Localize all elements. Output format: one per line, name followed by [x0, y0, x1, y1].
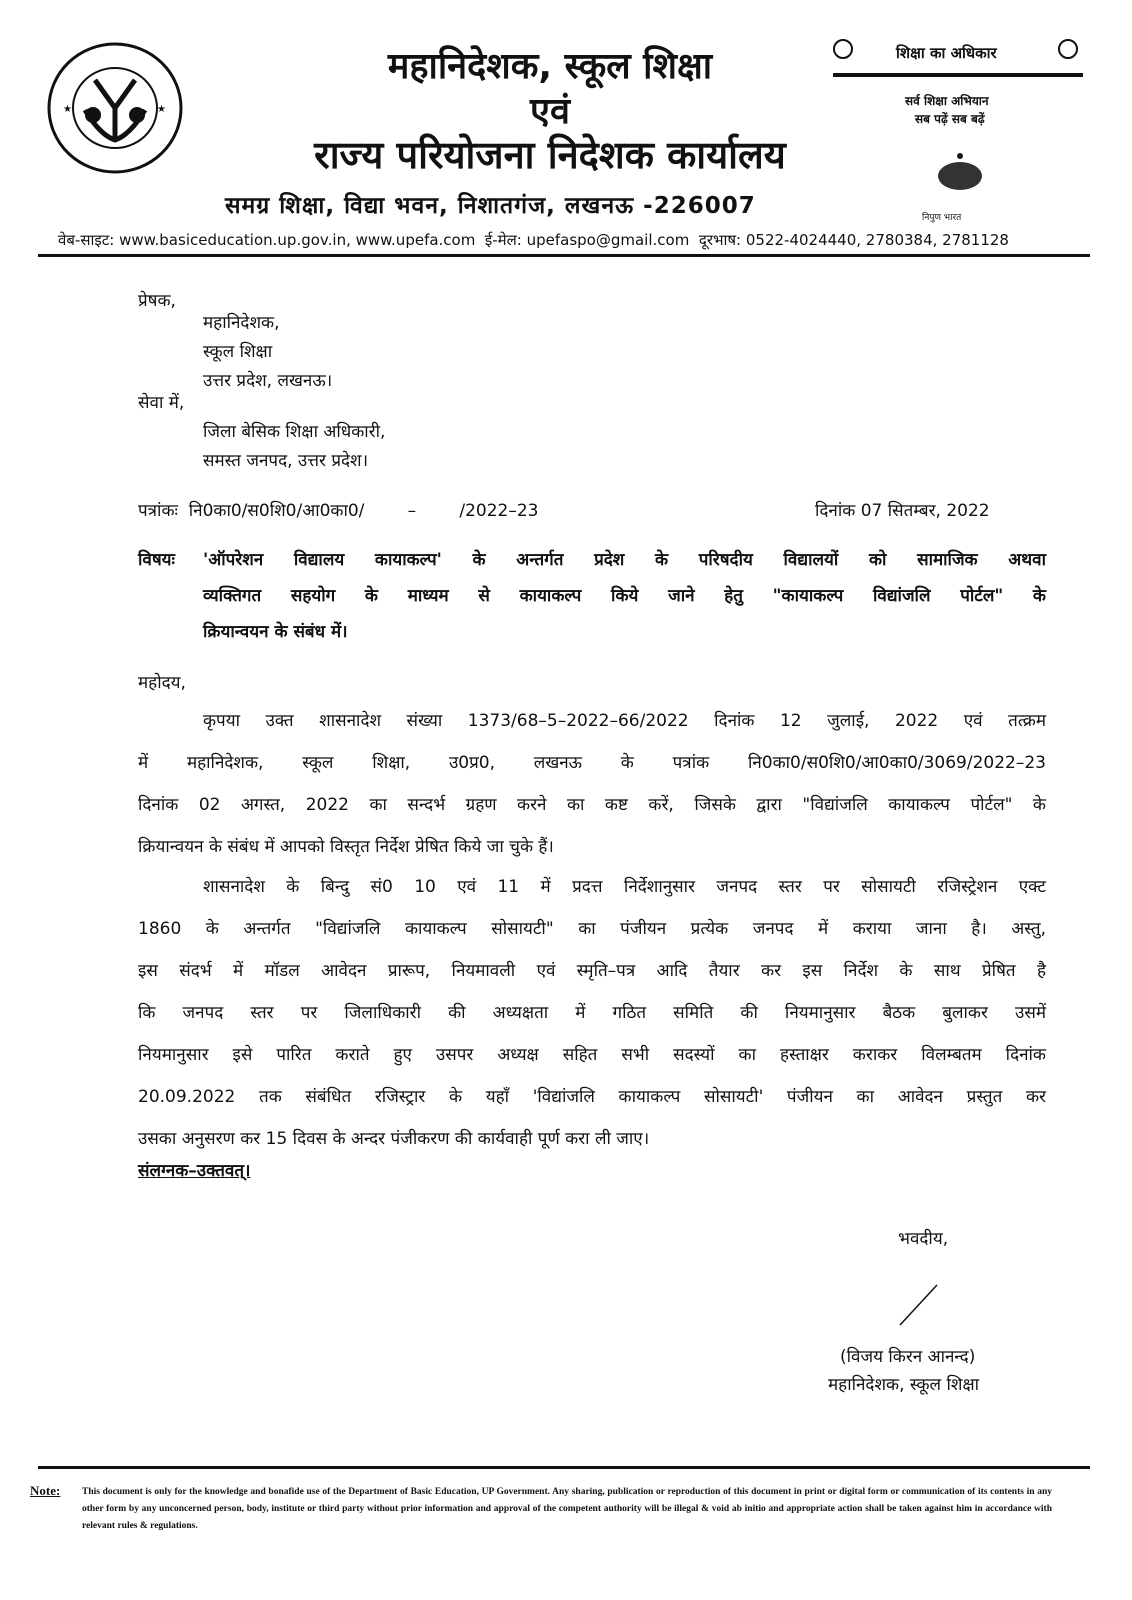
para-line: 20.09.2022 तक संबंधित रजिस्ट्रार के यहाँ 'विद्यांजलि कायाकल्प सोसायटी' पंजीयन का आवेदन प्रस्तुत कर — [138, 1087, 1046, 1107]
para-line: कृपया उक्त शासनादेश संख्या 1373/68–5–2022–66/2022 दिनांक 12 जुलाई, 2022 एवं तत्क्रम — [203, 711, 1046, 731]
para-line: उसका अनुसरण कर 15 दिवस के अन्दर पंजीकरण की कार्यवाही पूर्ण करा ली जाए। — [138, 1129, 650, 1149]
salutation: महोदय, — [138, 673, 186, 693]
para-line: इस संदर्भ में मॉडल आवेदन प्रारूप, नियमावली एवं स्मृति–पत्र आदि तैयार कर इस निर्देश के साथ प्रेषित है — [138, 961, 1046, 981]
header-divider — [38, 254, 1090, 257]
svg-text:★: ★ — [63, 104, 72, 115]
to-address — [203, 418, 385, 476]
subject-line: क्रियान्वयन के संबंध में। — [203, 622, 348, 642]
nipun-bharat-logo — [915, 148, 1005, 196]
office-title-line3: राज्य परियोजना निदेशक कार्यालय — [314, 133, 786, 177]
paragraph-2 — [138, 866, 1046, 1160]
nipun-text: निपुण भारत — [922, 213, 962, 223]
ssa-tagline: सब पढ़ें सब बढ़ें — [915, 112, 985, 126]
para-line: शासनादेश के बिन्दु सं0 10 एवं 11 में प्रदत्त निर्देशानुसार जनपद स्तर पर सोसायटी रजिस्ट्रेशन एक्ट — [203, 877, 1046, 897]
rte-logo: शिक्षा का अधिकार — [828, 35, 1088, 83]
para-line: कि जनपद स्तर पर जिलाधिकारी की अध्यक्षता में गठित समिति की नियमानुसार बैठक बुलाकर उसमें — [138, 1003, 1046, 1023]
from-line: महानिदेशक, — [203, 313, 280, 333]
svg-text:★: ★ — [157, 104, 166, 115]
office-title-line1: महानिदेशक, स्कूल शिक्षा — [387, 46, 713, 87]
signatory-title: महानिदेशक, स्कूल शिक्षा — [828, 1375, 980, 1395]
para-line: दिनांक 02 अगस्त, 2022 का सन्दर्भ ग्रहण करने का कष्ट करें, जिसके द्वारा "विद्यांजलि कायाकल्प पोर्टल" के — [138, 795, 1046, 815]
office-address: समग्र शिक्षा, विद्या भवन, निशातगंज, लखनऊ -226007 — [225, 193, 756, 219]
from-line: स्कूल शिक्षा — [203, 342, 273, 362]
to-label: सेवा में, — [138, 393, 185, 413]
from-address — [203, 309, 332, 396]
para-line: में महानिदेशक, स्कूल शिक्षा, उ0प्र0, लखनऊ के पत्रांक नि0का0/स0शि0/आ0का0/3069/2022–23 — [138, 753, 1046, 773]
office-title-line2: एवं — [530, 91, 570, 132]
from-line: उत्तर प्रदेश, लखनऊ। — [203, 371, 333, 391]
footer-divider — [38, 1466, 1090, 1469]
note-label: Note: — [30, 1483, 61, 1498]
para-line: 1860 के अन्तर्गत "विद्यांजलि कायाकल्प सोसायटी" का पंजीयन प्रत्येक जनपद में कराया जाना है। अस्तु, — [138, 919, 1046, 939]
signature — [895, 1280, 945, 1330]
reference-number: पत्रांकः नि0का0/स0शि0/आ0का0/ – /2022–23 — [138, 501, 539, 521]
to-line: समस्त जनपद, उत्तर प्रदेश। — [203, 451, 369, 471]
para-line: क्रियान्वयन के संबंध में आपको विस्तृत निर्देश प्रेषित किये जा चुके हैं। — [138, 837, 554, 857]
from-label: प्रेषक, — [138, 291, 176, 311]
note-text: This document is only for the knowledge and bonafide use of the Department of Basic Education, UP Government. Any sharing, publication or reproduction of this document in print or digital form or communication of its contents in any other form by any unconcerned person, body, institute or third party without prior information and approval of the competent authority will be illegal & void ab initio and appropriate action shall be taken against him in accordance with relevant rules & regulations. — [82, 1487, 1052, 1531]
para-line: नियमानुसार इसे पारित कराते हुए उसपर अध्यक्ष सहित सभी सदस्यों का हस्ताक्षर कराकर विलम्बतम दिनांक — [138, 1045, 1046, 1065]
to-line: जिला बेसिक शिक्षा अधिकारी, — [203, 422, 386, 442]
enclosure: संलग्नक–उक्तवत्। — [138, 1161, 251, 1181]
up-government-emblem — [45, 40, 185, 176]
contact-line: वेब-साइट: www.basiceducation.up.gov.in, www.upefa.com ई-मेल: upefaspo@gmail.com दूरभाष: 0522-4024440, 2780384, 2781128 — [58, 231, 1009, 249]
paragraph-1 — [138, 700, 1046, 868]
letter-date: दिनांक 07 सितम्बर, 2022 — [815, 501, 990, 521]
subject-label: विषयः — [138, 550, 175, 570]
closing: भवदीय, — [898, 1229, 949, 1249]
subject — [203, 542, 1046, 650]
subject-line: 'ऑपरेशन विद्यालय कायाकल्प' के अन्तर्गत प्रदेश के परिषदीय विद्यालयों को सामाजिक अथवा — [203, 550, 1046, 570]
signatory-name: (विजय किरन आनन्द) — [840, 1347, 976, 1367]
ssa-text: सर्व शिक्षा अभियान — [905, 94, 989, 108]
subject-line: व्यक्तिगत सहयोग के माध्यम से कायाकल्प किये जाने हेतु "कायाकल्प विद्यांजलि पोर्टल" के — [203, 586, 1046, 606]
